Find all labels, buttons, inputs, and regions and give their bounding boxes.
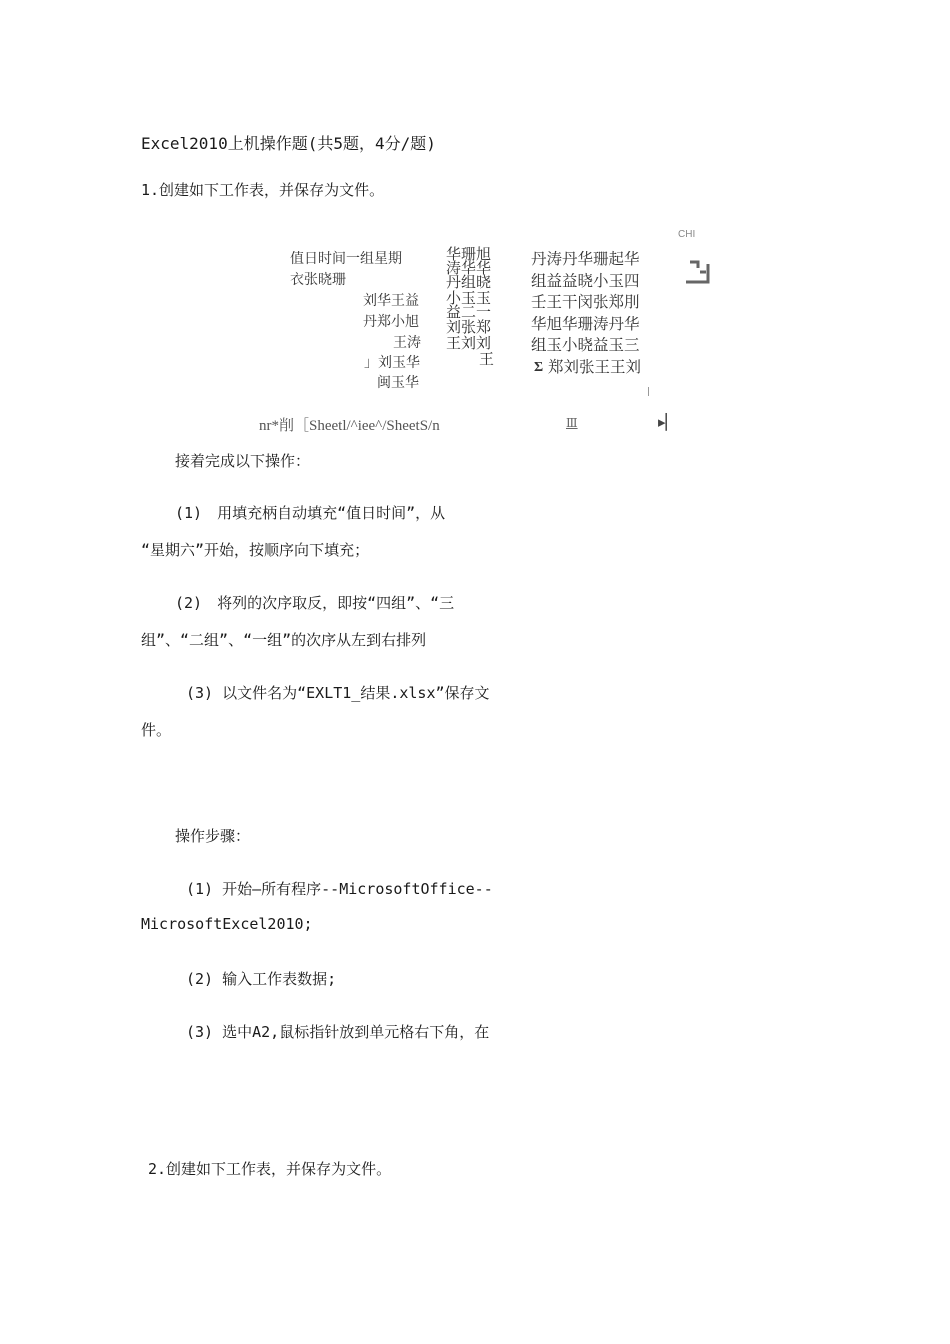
op-3-line-b: 件。 — [141, 721, 172, 739]
right-cell-5: 组玉小晓益玉三 — [531, 337, 640, 354]
left-cell-6: 」刘玉华 — [364, 356, 420, 371]
nav-arrow-icon[interactable]: ▸▏ — [658, 413, 678, 431]
right-cell-1: 丹涛丹华珊起华 — [531, 251, 640, 268]
mid-cell-3: 丹组晓 — [446, 275, 492, 291]
op-2-line-a: (2) 将列的次序取反，即按“四组”、“三 — [175, 594, 455, 612]
left-cell-1: 值日时间一组星期 — [290, 252, 402, 267]
step-1-line-b: MicrosoftExcel2010; — [141, 915, 313, 933]
step-2: (2) 输入工作表数据; — [186, 970, 337, 988]
step-1-line-a: (1) 开始—所有程序--MicrosoftOffice-- — [186, 880, 493, 898]
mid-cell-4: 小玉玉 — [446, 291, 492, 307]
question-1-heading: 1.创建如下工作表，并保存为文件。 — [141, 181, 385, 199]
op-1-line-b: “星期六”开始，按顺序向下填充； — [141, 541, 370, 559]
mid-cell-7: 王刘刘 — [446, 336, 492, 352]
ops-intro: 接着完成以下操作： — [175, 452, 311, 470]
right-cell-4: 华旭华珊涛丹华 — [531, 316, 640, 333]
mid-cell-6: 刘张郑 — [446, 320, 492, 336]
sheet-tabs[interactable]: nr*削［Sheetl/^iee^/SheetS/n — [259, 418, 440, 434]
steps-title: 操作步骤： — [175, 827, 251, 845]
bracket-icon — [684, 254, 712, 286]
left-cell-7: 闽玉华 — [377, 376, 419, 391]
step-3: (3) 选中A2,鼠标指针放到单元格右下角，在 — [186, 1023, 490, 1041]
right-cell-6: 郑刘张王王刘 — [548, 359, 642, 376]
mid-cell-8: 王 — [479, 352, 495, 368]
right-cell-3: 壬王干闵张郑刖 — [531, 294, 640, 311]
left-cell-3: 刘华王益 — [363, 294, 419, 309]
op-1-line-a: (1) 用填充柄自动填充“值日时间”，从 — [175, 504, 446, 522]
page-title: Excel2010上机操作题(共5题，4分/题) — [141, 134, 436, 153]
op-2-line-b: 组”、“二组”、“一组”的次序从左到右排列 — [141, 631, 427, 649]
divider-mark — [648, 387, 649, 396]
left-cell-5: 王涛 — [393, 336, 421, 351]
right-cell-2: 组益益晓小玉四 — [531, 273, 640, 290]
op-3-line-a: (3) 以文件名为“EXLT1_结果.xlsx”保存文 — [186, 684, 490, 702]
scrollbar-mark-icon[interactable]: Ⅲ — [566, 416, 578, 430]
mid-cell-1: 华珊旭 — [446, 247, 492, 263]
left-cell-4: 丹郑小旭 — [363, 315, 419, 330]
corner-label: CHI — [678, 229, 696, 240]
mid-cell-5: 益二一 — [446, 305, 492, 321]
left-cell-2: 衣张晓珊 — [290, 273, 346, 288]
sigma-icon: Σ — [534, 360, 544, 375]
mid-cell-2: 涛华华 — [446, 261, 492, 277]
question-2-heading: 2.创建如下工作表，并保存为文件。 — [148, 1160, 392, 1178]
